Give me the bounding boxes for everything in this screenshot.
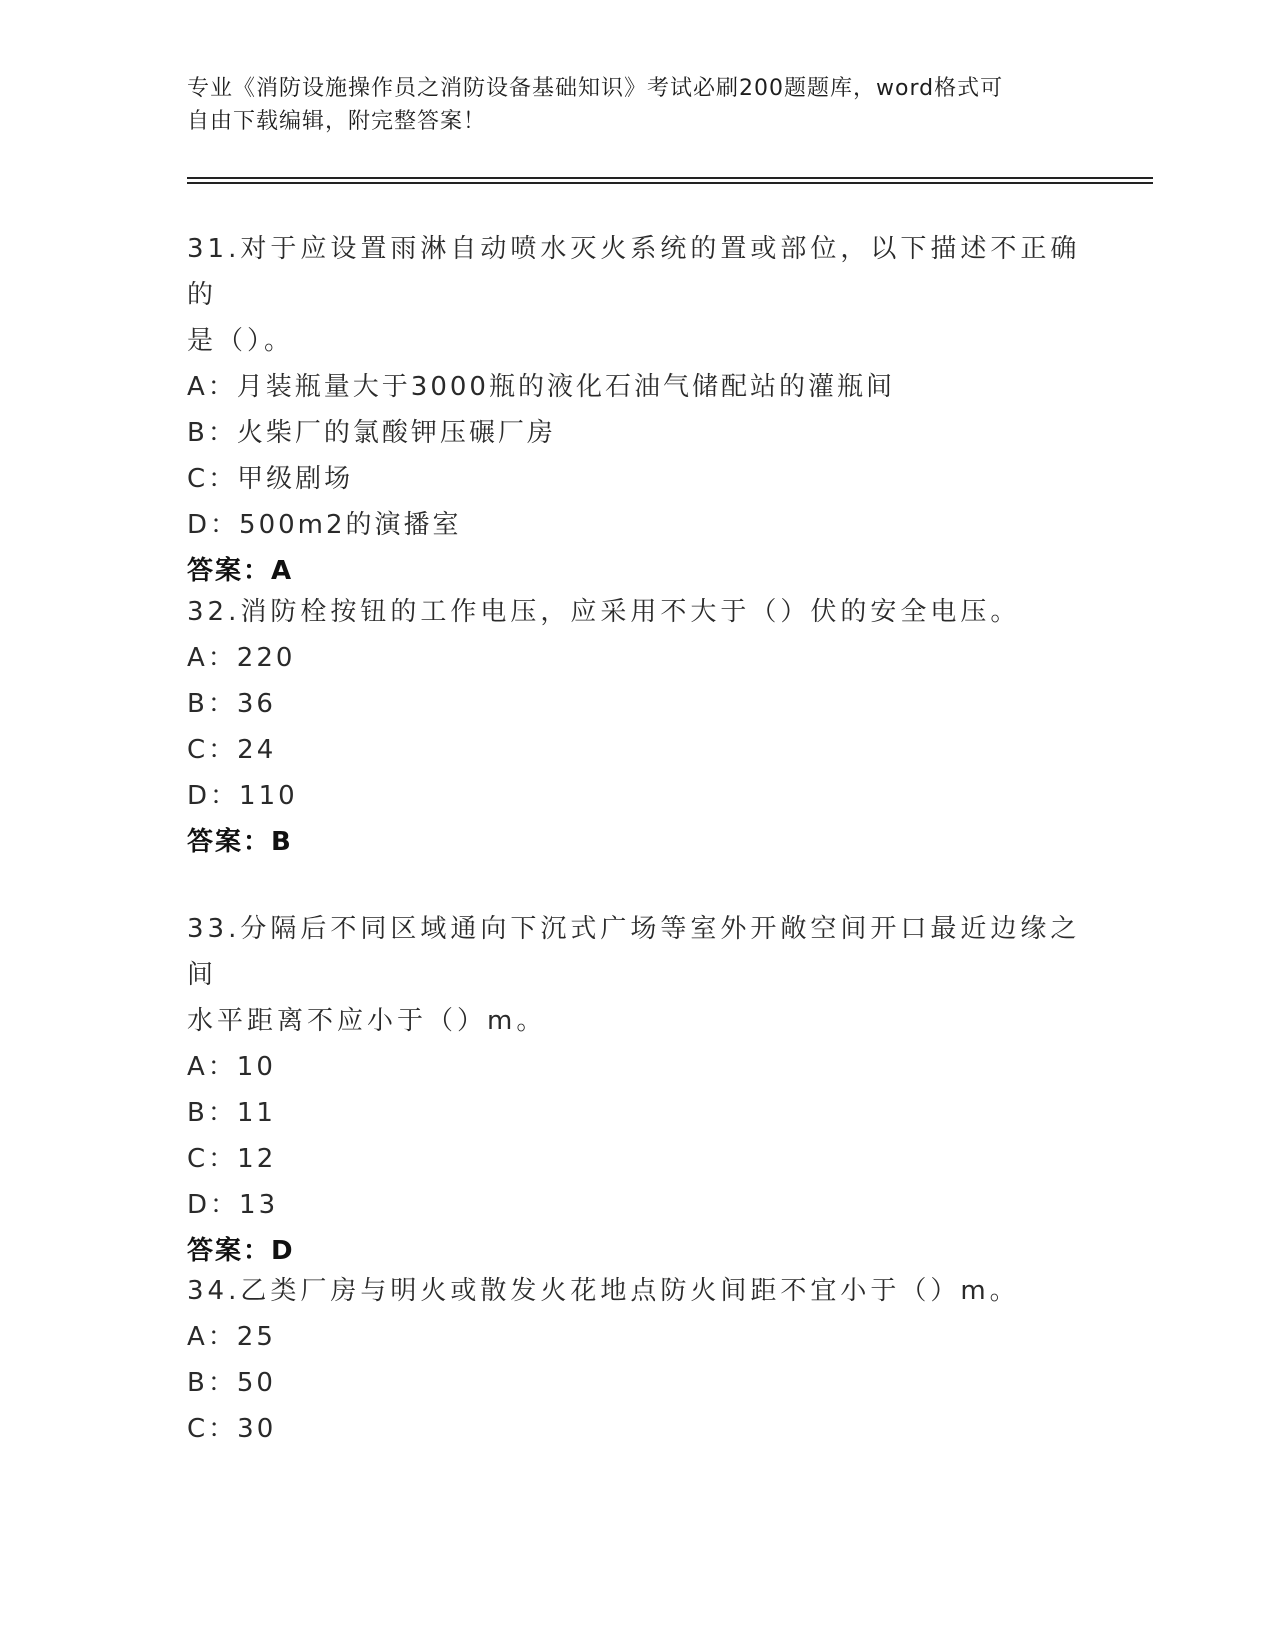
option-c: C：12 [187,1144,277,1174]
option-a: A：220 [187,643,296,673]
option-d: D：13 [187,1190,279,1220]
option-b: B：11 [187,1098,276,1128]
question-stem-line-2: 水平距离不应小于（）m。 [187,1006,547,1036]
question-31 [187,226,1087,594]
header-divider-top [187,177,1153,179]
option-a: A：月装瓶量大于3000瓶的液化石油气储配站的灌瓶间 [187,372,895,402]
question-32 [187,589,1087,865]
answer-label: 答案：A [187,556,294,586]
header-divider-bottom [187,182,1153,184]
option-d: D：110 [187,781,298,811]
option-a: A：10 [187,1052,276,1082]
option-b: B：50 [187,1368,276,1398]
option-b: B：火柴厂的氯酸钾压碾厂房 [187,418,556,448]
option-d: D：500m2的演播室 [187,510,462,540]
document-header [187,72,1087,138]
answer-label: 答案：B [187,827,293,857]
question-stem-line-1: 34.乙类厂房与明火或散发火花地点防火间距不宜小于（）m。 [187,1276,1020,1306]
header-line-2: 自由下载编辑，附完整答案！ [187,109,487,134]
question-stem-line-2: 是（）。 [187,326,295,356]
question-33 [187,906,1087,1274]
option-c: C：30 [187,1414,277,1444]
option-c: C：24 [187,735,277,765]
option-c: C：甲级剧场 [187,464,354,494]
question-stem-line-1: 33.分隔后不同区域通向下沉式广场等室外开敞空间开口最近边缘之间 [187,914,1081,990]
header-line-1: 专业《消防设施操作员之消防设备基础知识》考试必刷200题题库，word格式可 [187,76,1004,101]
question-stem-line-1: 31.对于应设置雨淋自动喷水灭火系统的置或部位，以下描述不正确的 [187,234,1081,310]
option-a: A：25 [187,1322,276,1352]
question-34 [187,1268,1087,1452]
answer-label: 答案：D [187,1236,295,1266]
option-b: B：36 [187,689,276,719]
question-stem-line-1: 32.消防栓按钮的工作电压，应采用不大于（）伏的安全电压。 [187,597,1021,627]
